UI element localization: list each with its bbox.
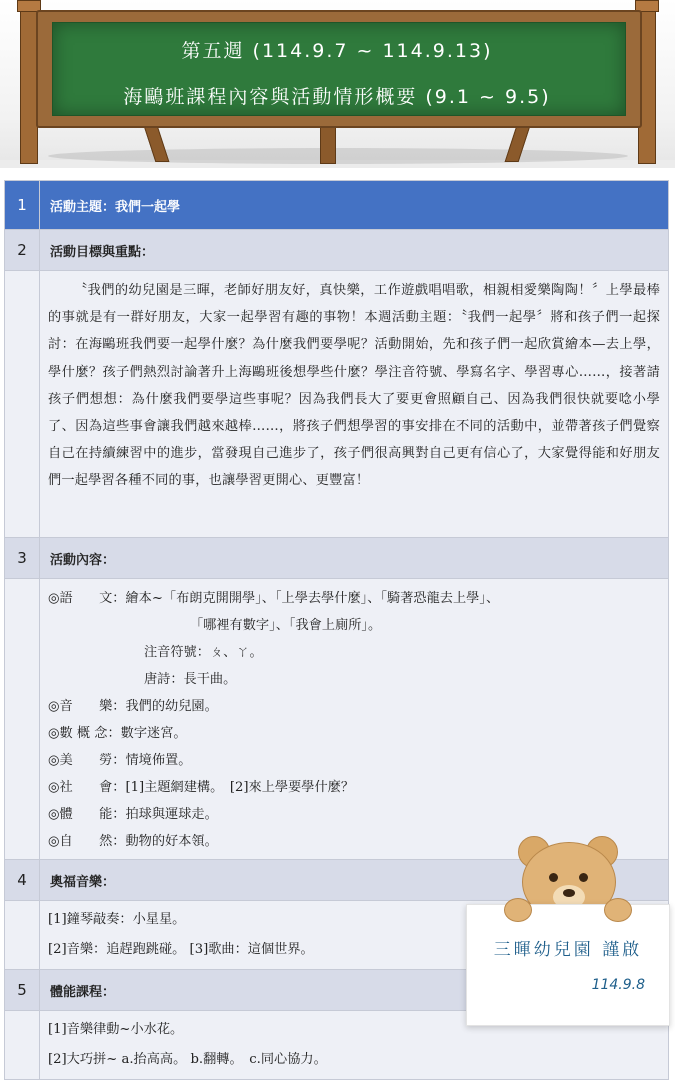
bear-eye-right (579, 873, 588, 882)
row-theme (5, 181, 669, 230)
list-item (48, 693, 660, 720)
nature-value: 動物的好本領。 (125, 834, 218, 849)
music-value: 我們的幼兒園。 (125, 699, 218, 714)
pe-tag: ◎體 能： (48, 807, 126, 822)
list-item (48, 585, 660, 612)
list-item (48, 639, 660, 666)
board-shadow (48, 148, 628, 164)
header-banner (0, 0, 675, 168)
week-title: 第五週 (114.9.7 ~ 114.9.13) (181, 40, 493, 62)
goals-label: 活動目標與重點： (40, 230, 669, 271)
row-goals-header (5, 230, 669, 271)
social-value: [1]主題網建構。 [2]來上學要學什麼？ (125, 780, 355, 795)
list-item: [1]鐘琴敲奏：小星星。 (48, 912, 186, 927)
pe-label: 體能課程： (40, 970, 669, 1011)
chalkboard-frame (36, 10, 642, 128)
lang-tag: ◎語 文： (48, 591, 126, 606)
row-goals-body (5, 271, 669, 538)
nature-tag: ◎自 然： (48, 834, 126, 849)
list-item (48, 666, 660, 693)
list-item (48, 774, 660, 801)
row-number: 2 (5, 230, 40, 271)
math-tag: ◎數 概 念： (48, 726, 121, 741)
math-value: 數字迷宮。 (120, 726, 187, 741)
bear-stamp (462, 832, 672, 1027)
bear-paw-right (604, 898, 632, 922)
summary-title: 海鷗班課程內容與活動情形概要 (9.1 ~ 9.5) (123, 86, 551, 108)
row-number: 3 (5, 538, 40, 579)
orff-label: 奧福音樂： (40, 860, 669, 901)
list-item (48, 801, 660, 828)
art-value: 情境佈置。 (125, 753, 192, 768)
list-item (48, 747, 660, 774)
row-number: 1 (5, 181, 40, 230)
theme-label: 活動主題：我們一起學 (40, 181, 669, 230)
music-tag: ◎音 樂： (48, 699, 126, 714)
list-item (48, 720, 660, 747)
bear-paw-left (504, 898, 532, 922)
art-tag: ◎美 勞： (48, 753, 126, 768)
content-label: 活動內容： (40, 538, 669, 579)
stamp-sign (466, 904, 670, 1026)
list-item (48, 612, 660, 639)
row-number: 5 (5, 970, 40, 1011)
pe-value: 拍球與運球走。 (125, 807, 218, 822)
list-item: [2]大巧拼~ a.抬高高。 b.翻轉。 c.同心協力。 (48, 1052, 327, 1067)
lang-books-2: 「哪裡有數字」、「我會上廁所」。 (190, 618, 382, 633)
list-item: [2]音樂：追趕跑跳碰。 [3]歌曲：這個世界。 (48, 942, 314, 957)
row-number: 4 (5, 860, 40, 901)
lang-zhuyin: 注音符號：ㄆ、ㄚ。 (144, 645, 263, 660)
social-tag: ◎社 會： (48, 780, 126, 795)
school-signature: 三暉幼兒園 謹啟 (493, 940, 643, 960)
list-item: [1]音樂律動~小水花。 (48, 1022, 184, 1037)
stamp-date: 114.9.8 (591, 977, 645, 993)
row-content-header (5, 538, 669, 579)
content-list (40, 579, 669, 860)
bear-nose (563, 889, 575, 897)
row-content-body (5, 579, 669, 860)
lang-books-1: 繪本~「布朗克開開學」、「上學去學什麼」、「騎著恐龍去上學」、 (125, 591, 500, 606)
goals-paragraph: 〝我們的幼兒園是三暉，老師好朋友好，真快樂，工作遊戲唱唱歌，相親相愛樂陶陶！〞上學最棒的事就是有一群好朋友，大家一起學習有趣的事物！本週活動主題：〝我們一起學〞將和孩子們一起探討：在海鷗班我們要一起學什麼？為什麼我們要學呢？活動開始，先和孩子們一起欣賞繪本—去上學，學什麼？孩子們熱烈討論著升上海鷗班後想學些什麼？學注音符號、學寫名字、學習專心……，接著請孩子們想想：為什麼我們要學這些事呢？因為我們長大了要更會照顧自己、因為我們很快就要唸小學了、因為這些事會讓我們越來越棒……，將孩子們想學習的事安排在不同的活動中，並帶著孩子們覺察自己在持續練習中的進步，當發現自己進步了，孩子們很高興對自己更有信心了，大家覺得能和好朋友們一起學習各種不同的事，也讓學習更開心、更豐富！ (40, 271, 669, 538)
bear-eye-left (549, 873, 558, 882)
lang-poem: 唐詩：長干曲。 (144, 672, 237, 687)
